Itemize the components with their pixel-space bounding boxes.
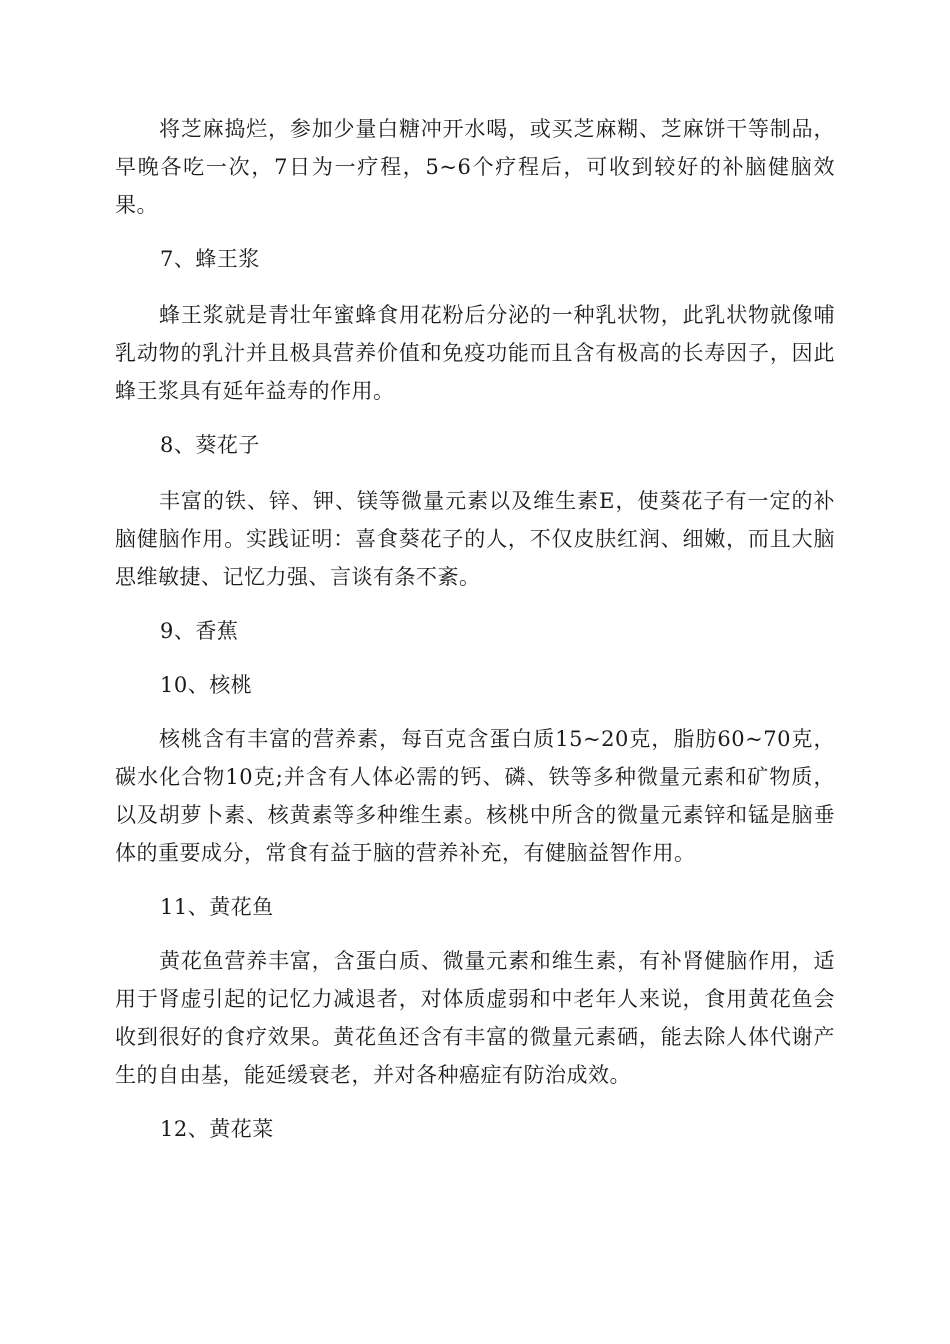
heading-banana: 9、香蕉 bbox=[160, 619, 239, 643]
heading-sunflower-seeds: 8、葵花子 bbox=[160, 433, 260, 457]
heading-walnut: 10、核桃 bbox=[160, 673, 253, 697]
heading-royal-jelly: 7、蜂王浆 bbox=[160, 247, 260, 271]
paragraph-sesame: 将芝麻捣烂，参加少量白糖冲开水喝，或买芝麻糊、芝麻饼干等制品，早晚各吃一次，7日为一疗程，5~6个疗程后，可收到较好的补脑健脑效果。 bbox=[115, 117, 835, 217]
paragraph-yellow-croaker: 黄花鱼营养丰富，含蛋白质、微量元素和维生素，有补肾健脑作用，适用于肾虚引起的记忆力减退者，对体质虚弱和中老年人来说，食用黄花鱼会收到很好的食疗效果。黄花鱼还含有丰富的微量元素硒，能去除人体代谢产生的自由基，能延缓衰老，并对各种癌症有防治成效。 bbox=[115, 949, 835, 1087]
paragraph-sunflower-seeds: 丰富的铁、锌、钾、镁等微量元素以及维生素E，使葵花子有一定的补脑健脑作用。实践证明：喜食葵花子的人，不仅皮肤红润、细嫩，而且大脑思维敏捷、记忆力强、言谈有条不紊。 bbox=[115, 489, 835, 589]
paragraph-royal-jelly: 蜂王浆就是青壮年蜜蜂食用花粉后分泌的一种乳状物，此乳状物就像哺乳动物的乳汁并且极具营养价值和免疫功能而且含有极高的长寿因子，因此蜂王浆具有延年益寿的作用。 bbox=[115, 303, 835, 403]
heading-yellow-croaker: 11、黄花鱼 bbox=[160, 895, 274, 919]
heading-daylily: 12、黄花菜 bbox=[160, 1117, 274, 1141]
paragraph-walnut: 核桃含有丰富的营养素，每百克含蛋白质15~20克，脂肪60~70克，碳水化合物10克;并含有人体必需的钙、磷、铁等多种微量元素和矿物质，以及胡萝卜素、核黄素等多种维生素。核桃中所含的微量元素锌和锰是脑垂体的重要成分，常食有益于脑的营养补充，有健脑益智作用。 bbox=[115, 727, 835, 865]
